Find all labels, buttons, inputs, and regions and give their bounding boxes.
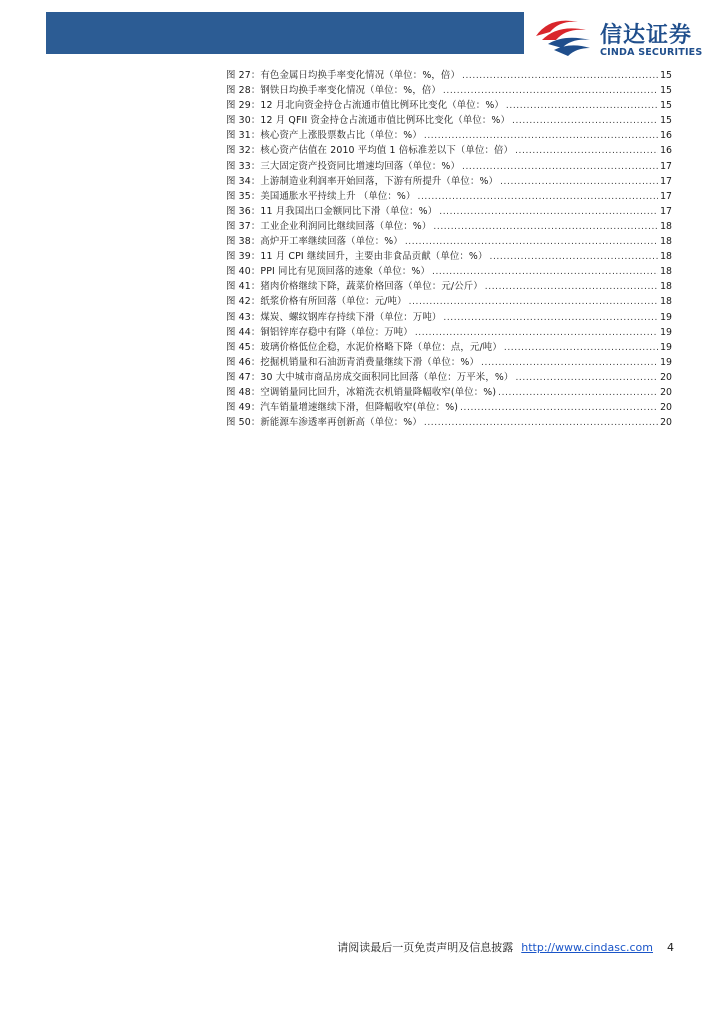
toc-entry-page: 20 <box>660 402 672 414</box>
toc-leader-dots <box>515 371 658 386</box>
toc-entry-page: 17 <box>660 175 672 187</box>
toc-leader-dots <box>462 69 658 84</box>
toc-entry-label: 图 31：核心资产上涨股票数占比（单位：%） <box>226 130 422 142</box>
toc-leader-dots <box>415 326 658 341</box>
toc-entry-page: 18 <box>660 220 672 232</box>
toc-entry-label: 图 49：汽车销量增速继续下滑，但降幅收窄(单位：%) <box>226 402 459 414</box>
toc-leader-dots <box>439 205 658 220</box>
toc-entry-page: 17 <box>660 160 672 172</box>
toc-entry-label: 图 34：上游制造业利润率开始回落，下游有所提升（单位：%） <box>226 175 499 187</box>
toc-entry[interactable] <box>226 204 672 219</box>
figure-index-list <box>226 68 672 430</box>
toc-leader-dots <box>460 401 658 416</box>
toc-entry[interactable] <box>226 264 672 279</box>
toc-leader-dots <box>481 356 658 371</box>
toc-entry-page: 19 <box>660 326 672 338</box>
toc-entry-page: 17 <box>660 190 672 202</box>
toc-entry-page: 15 <box>660 100 672 112</box>
toc-entry-label: 图 46：挖掘机销量和石油沥青消费量继续下滑（单位：%） <box>226 356 480 368</box>
toc-entry[interactable] <box>226 355 672 370</box>
toc-leader-dots <box>500 175 658 190</box>
page-footer <box>337 939 674 955</box>
toc-entry-label: 图 33：三大固定资产投资同比增速均回落（单位：%） <box>226 160 460 172</box>
toc-entry[interactable] <box>226 400 672 415</box>
brand-name-en: CINDA SECURITIES <box>600 47 703 58</box>
toc-entry-page: 18 <box>660 296 672 308</box>
brand-name-cn: 信达证券 <box>600 23 693 48</box>
toc-entry-page: 18 <box>660 251 672 263</box>
toc-entry-page: 19 <box>660 311 672 323</box>
toc-entry[interactable] <box>226 159 672 174</box>
toc-leader-dots <box>443 84 658 99</box>
toc-entry-label: 图 41：猪肉价格继续下降，蔬菜价格回落（单位：元/公斤） <box>226 281 483 293</box>
toc-entry-page: 15 <box>660 85 672 97</box>
toc-leader-dots <box>485 280 658 295</box>
toc-entry-label: 图 42：纸浆价格有所回落（单位：元/吨） <box>226 296 407 308</box>
toc-leader-dots <box>424 416 658 431</box>
toc-leader-dots <box>504 341 658 356</box>
toc-entry-label: 图 28：钢铁日均换手率变化情况（单位：%，倍） <box>226 85 441 97</box>
toc-entry-label: 图 36：11 月我国出口金额同比下滑（单位：%） <box>226 205 438 217</box>
toc-leader-dots <box>424 129 658 144</box>
toc-entry-label: 图 48：空调销量同比回升，冰箱洗衣机销量降幅收窄(单位：%) <box>226 386 497 398</box>
toc-entry[interactable] <box>226 385 672 400</box>
header-band <box>46 12 524 54</box>
toc-entry-page: 20 <box>660 386 672 398</box>
toc-entry-page: 18 <box>660 281 672 293</box>
page-number: 4 <box>667 941 674 954</box>
toc-leader-dots <box>409 295 658 310</box>
toc-entry-page: 15 <box>660 115 672 127</box>
toc-entry[interactable] <box>226 294 672 309</box>
toc-entry-label: 图 43：煤炭、螺纹钢库存持续下滑（单位：万吨） <box>226 311 442 323</box>
toc-entry[interactable] <box>226 219 672 234</box>
toc-entry-label: 图 32：核心资产估值在 2010 平均值 1 倍标准差以下（单位：倍） <box>226 145 514 157</box>
toc-entry-label: 图 38：高炉开工率继续回落（单位：%） <box>226 236 403 248</box>
toc-entry[interactable] <box>226 68 672 83</box>
toc-entry-page: 16 <box>660 145 672 157</box>
toc-entry[interactable] <box>226 98 672 113</box>
toc-entry[interactable] <box>226 189 672 204</box>
toc-leader-dots <box>417 190 658 205</box>
toc-entry-label: 图 45：玻璃价格低位企稳，水泥价格略下降（单位：点，元/吨） <box>226 341 502 353</box>
toc-entry-label: 图 44：铜铝锌库存稳中有降（单位：万吨） <box>226 326 413 338</box>
cinda-logo <box>532 14 712 58</box>
toc-leader-dots <box>506 99 658 114</box>
toc-entry[interactable] <box>226 249 672 264</box>
toc-entry-page: 15 <box>660 70 672 81</box>
toc-entry-page: 18 <box>660 236 672 248</box>
toc-entry[interactable] <box>226 128 672 143</box>
toc-entry[interactable] <box>226 113 672 128</box>
toc-entry-label: 图 35：美国通胀水平持续上升 （单位：%） <box>226 190 416 202</box>
toc-entry-page: 17 <box>660 205 672 217</box>
toc-entry-page: 20 <box>660 371 672 383</box>
toc-entry-label: 图 40：PPI 同比有见顶回落的迹象（单位：%） <box>226 266 430 278</box>
toc-entry-label: 图 47：30 大中城市商品房成交面积同比回落（单位：万平米，%） <box>226 371 514 383</box>
toc-entry[interactable] <box>226 174 672 189</box>
toc-leader-dots <box>405 235 658 250</box>
toc-entry-label: 图 29：12 月北向资金持仓占流通市值比例环比变化（单位：%） <box>226 100 504 112</box>
toc-leader-dots <box>432 265 658 280</box>
toc-entry[interactable] <box>226 83 672 98</box>
toc-entry-page: 19 <box>660 356 672 368</box>
toc-entry[interactable] <box>226 234 672 249</box>
footer-disclaimer: 请阅读最后一页免责声明及信息披露 <box>337 941 514 954</box>
toc-leader-dots <box>515 144 658 159</box>
toc-entry[interactable] <box>226 310 672 325</box>
toc-entry[interactable] <box>226 279 672 294</box>
toc-leader-dots <box>498 386 658 401</box>
toc-leader-dots <box>443 311 658 326</box>
toc-entry[interactable] <box>226 325 672 340</box>
toc-leader-dots <box>462 160 658 175</box>
toc-entry[interactable] <box>226 415 672 430</box>
website-link[interactable]: http://www.cindasc.com <box>521 941 653 954</box>
toc-entry[interactable] <box>226 370 672 385</box>
toc-entry-label: 图 27：有色金属日均换手率变化情况（单位：%，倍） <box>226 70 460 81</box>
toc-leader-dots <box>489 250 658 265</box>
toc-leader-dots <box>433 220 658 235</box>
toc-entry-page: 20 <box>660 417 672 429</box>
toc-entry-page: 16 <box>660 130 672 142</box>
toc-leader-dots <box>512 114 658 129</box>
toc-entry-page: 19 <box>660 341 672 353</box>
toc-entry-label: 图 37：工业企业利润同比继续回落（单位：%） <box>226 220 432 232</box>
toc-entry-page: 18 <box>660 266 672 278</box>
toc-entry-label: 图 50：新能源车渗透率再创新高（单位：%） <box>226 417 422 429</box>
toc-entry[interactable] <box>226 340 672 355</box>
toc-entry-label: 图 30：12 月 QFII 资金持仓占流通市值比例环比变化（单位：%） <box>226 115 511 127</box>
toc-entry[interactable] <box>226 143 672 158</box>
cinda-logo-mark-icon <box>532 14 592 58</box>
toc-entry-label: 图 39：11 月 CPI 继续回升，主要由非食品贡献（单位：%） <box>226 251 488 263</box>
